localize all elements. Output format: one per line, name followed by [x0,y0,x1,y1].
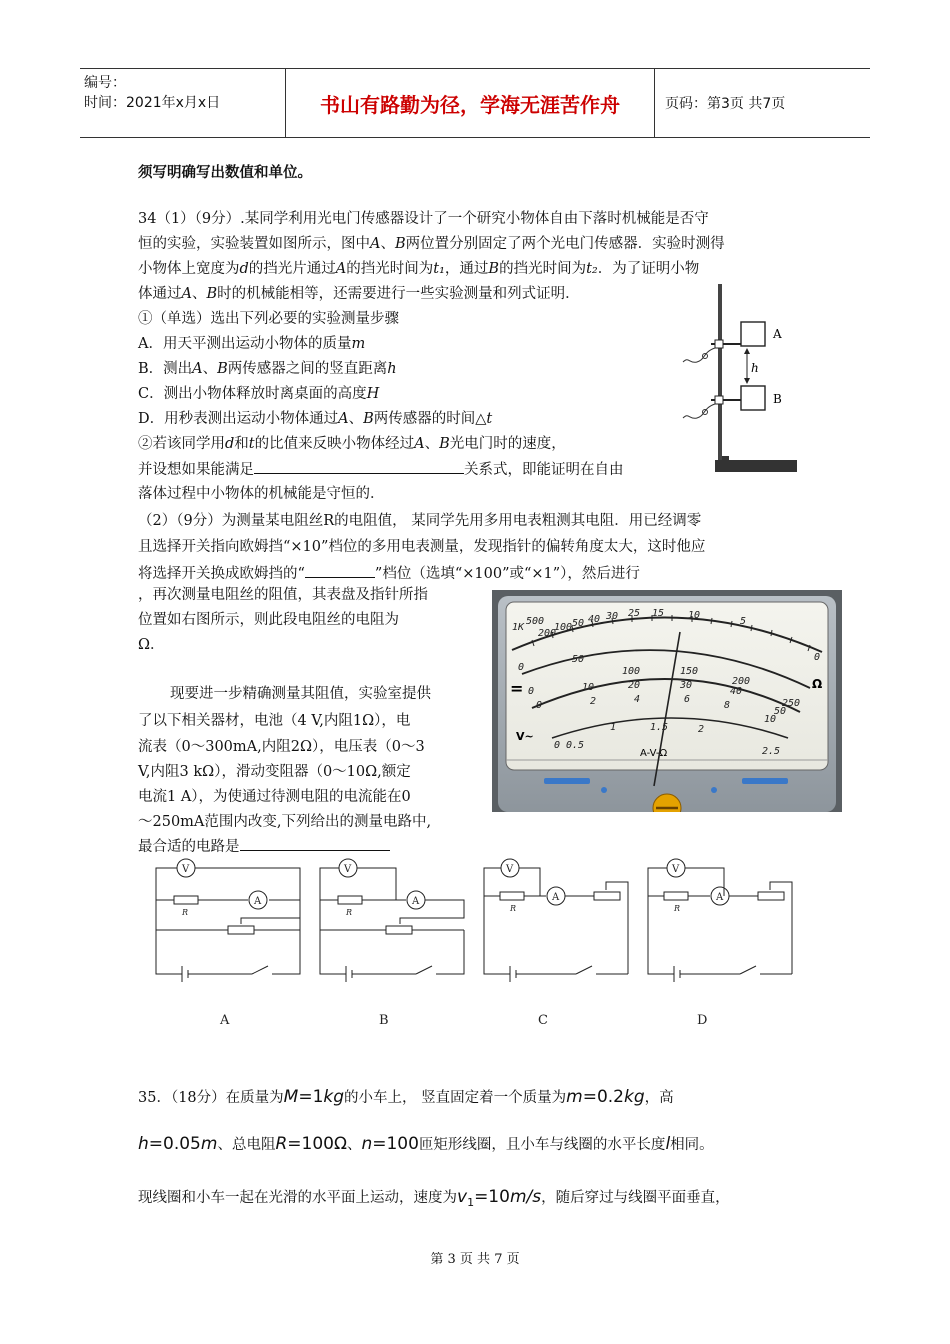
dial-low-tick: 2 [698,724,705,735]
sensor-label-b: B [773,392,782,406]
q34-p1-line4: 体通过A、B时的机械能相等，还需要进行一些实验测量和列式证明． [138,286,580,302]
voltmeter-label: V [182,864,190,875]
resistor-label: R [674,904,681,913]
circuit-label-d: D [697,1013,708,1028]
q34-p2-line6: Ω． [138,637,165,653]
dial-dc-label: = [510,679,524,698]
multimeter-dial-figure [492,590,842,812]
q34-p2-line5: 位置如右图所示，则此段电阻丝的电阻为 [138,612,399,628]
dial-low-tick: 1.5 [650,722,669,733]
circuit-label-a: A [220,1013,230,1028]
dial-top-tick: 30 [606,611,619,622]
circuit-c [484,859,628,982]
dial-ac-label: V~ [516,730,534,743]
q35-line1: 35．（18分）在质量为M=1kg的小车上， 竖直固定着一个质量为m=0.2kg，高 [138,1087,674,1107]
circuit-a [156,859,300,982]
dial-mid2-tick: 20 [628,680,641,691]
dial-mode-label: A-V-Ω [640,748,668,759]
q35-line2: h=0.05m、总电阻R=100Ω、n=100匝矩形线圈，且小车与线圈的水平长度l相同。 [138,1134,714,1154]
q34-sub1: ①（单选）选出下列必要的实验测量步骤 [138,311,399,327]
dial-mid2-tick: 50 [774,706,787,717]
dial-mid3-tick: 0 [536,700,543,711]
circuit-label-b: B [379,1013,389,1028]
dial-top-tick: 15 [652,608,665,619]
dial-mid2-tick: 30 [680,680,693,691]
dial-mid-tick: 250 [782,698,801,709]
voltmeter-label: V [344,864,352,875]
q34-p3-line6: ～250mA范围内改变,下列给出的测量电路中, [138,814,432,830]
dial-top-tick: 40 [588,614,601,625]
q34-sub2: ②若该同学用d和t的比值来反映小物体经过A、B光电门时的速度， [138,436,566,452]
dial-mid-tick: 200 [732,676,751,687]
ammeter-label: A [552,892,560,903]
dial-mid2-tick: 40 [730,686,743,697]
dial-mid3-tick: 2 [590,696,597,707]
dial-mid3-tick: 6 [684,694,691,705]
dial-low-tick: 0 [554,740,561,751]
ammeter-label: A [412,896,420,907]
q34-p2-line4: ，再次测量电阻丝的阻值，其表盘及指针所指 [138,587,428,603]
answer-blank-relation[interactable] [254,457,464,474]
dial-top-tick: 10 [688,610,701,621]
circuit-diagrams [148,852,808,1032]
q34-p1-line3: 小物体上宽度为d的挡光片通过A的挡光时间为t₁，通过B的挡光时间为t₂．为了证明小物 [138,261,700,277]
q34-option-c: C．测出小物体释放时离桌面的高度H [138,386,380,402]
dial-mid-tick: 0 [518,662,525,673]
voltmeter-label: V [506,864,514,875]
q34-sub2-line2: 并设想如果能满足 关系式，即能证明在自由 [138,457,624,483]
dial-low-tick: 0.5 [566,740,585,751]
q34-option-d: D．用秒表测出运动小物体通过A、B两传感器的时间△t [138,411,493,427]
dial-top-tick: 1K [512,622,525,633]
circuit-b [320,859,464,982]
header-page-info: 页码：第3页 共7页 [665,96,786,112]
dial-low-tick: 2.5 [762,746,781,757]
ammeter-label: A [254,896,262,907]
answer-blank-circuit[interactable] [240,834,390,851]
dial-mid2-tick: 10 [582,682,595,693]
q34-p3-line4: V,内阻3 kΩ），滑动变阻器（0～10Ω,额定 [138,764,411,780]
dial-mid-tick: 150 [680,666,699,677]
resistor-label: R [510,904,517,913]
dial-mid-tick: 100 [622,666,641,677]
q34-p2-line1: （2）（9分）为测量某电阻丝R的电阻值， 某同学先用多用电表粗测其电阻．用已经调零 [138,513,702,529]
dial-top-tick: 50 [572,618,585,629]
dial-top-tick: 5 [740,616,747,627]
q34-option-a: A．用天平测出运动小物体的质量m [138,336,366,352]
circuit-d [648,859,792,982]
q34-option-b: B．测出A、B两传感器之间的竖直距离h [138,361,397,377]
intro-line: 须写明确写出数值和单位。 [138,164,312,181]
dial-mid2-tick: 0 [528,686,535,697]
voltmeter-label: V [672,864,680,875]
dial-top-tick: 0 [814,652,821,663]
header-motto: 书山有路勤为径，学海无涯苦作舟 [285,69,655,137]
photogate-apparatus-figure [675,282,805,480]
serial-label: 编号： [84,75,126,91]
date-label: 时间：2021年x月x日 [84,95,221,111]
q34-sub2-line3: 落体过程中小物体的机械能是守恒的． [138,486,385,502]
q34-p3-line1: 现要进一步精确测量其阻值，实验室提供 [170,686,431,702]
q34-p2-line3: 将选择开关换成欧姆挡的“ ”档位（选填“×100”或“×1”），然后进行 [138,561,640,587]
dial-mid-tick: 50 [572,654,585,665]
q34-p3-line2: 了以下相关器材，电池（4 V,内阻1Ω），电 [138,713,411,729]
dial-top-tick: 200 [538,628,557,639]
dial-top-tick: 500 [526,616,545,627]
distance-label-h: h [751,361,759,375]
resistor-label: R [346,908,353,917]
resistor-label: R [182,908,189,917]
dial-mid3-tick: 10 [764,714,777,725]
q34-p1-line1: 34（1）（9分）.某同学利用光电门传感器设计了一个研究小物体自由下落时机械能是否守 [138,211,709,227]
dial-top-tick: 100 [554,622,573,633]
q34-p3-line3: 流表（0～300mA,内阻2Ω），电压表（0～3 [138,739,425,755]
page-header [80,68,870,138]
dial-mid3-tick: 8 [724,700,731,711]
header-info [80,69,285,137]
sensor-label-a: A [773,327,782,341]
circuit-label-c: C [538,1013,548,1028]
dial-mid3-tick: 4 [634,694,641,705]
dial-ohm-label: Ω [812,677,823,691]
page-footer: 第 3 页 共 7 页 [430,1252,520,1267]
dial-top-tick: 25 [628,608,641,619]
ammeter-label: A [716,892,724,903]
q34-p2-line2: 且选择开关指向欧姆挡“×10”档位的多用电表测量，发现指针的偏转角度太大，这时他应 [138,539,706,555]
answer-blank-range[interactable] [305,561,375,578]
q34-p3-line5: 电流1 A），为使通过待测电阻的电流能在0 [138,789,411,805]
q35-line3: 现线圈和小车一起在光滑的水平面上运动，速度为$v_1=10m/s$，随后穿过与线圈平面垂直， [138,1187,730,1209]
dial-low-tick: 1 [610,722,617,733]
q34-p3-line7: 最合适的电路是 [138,834,390,860]
q34-p1-line2: 恒的实验，实验装置如图所示，图中A、B两位置分别固定了两个光电门传感器．实验时测得 [138,236,725,252]
